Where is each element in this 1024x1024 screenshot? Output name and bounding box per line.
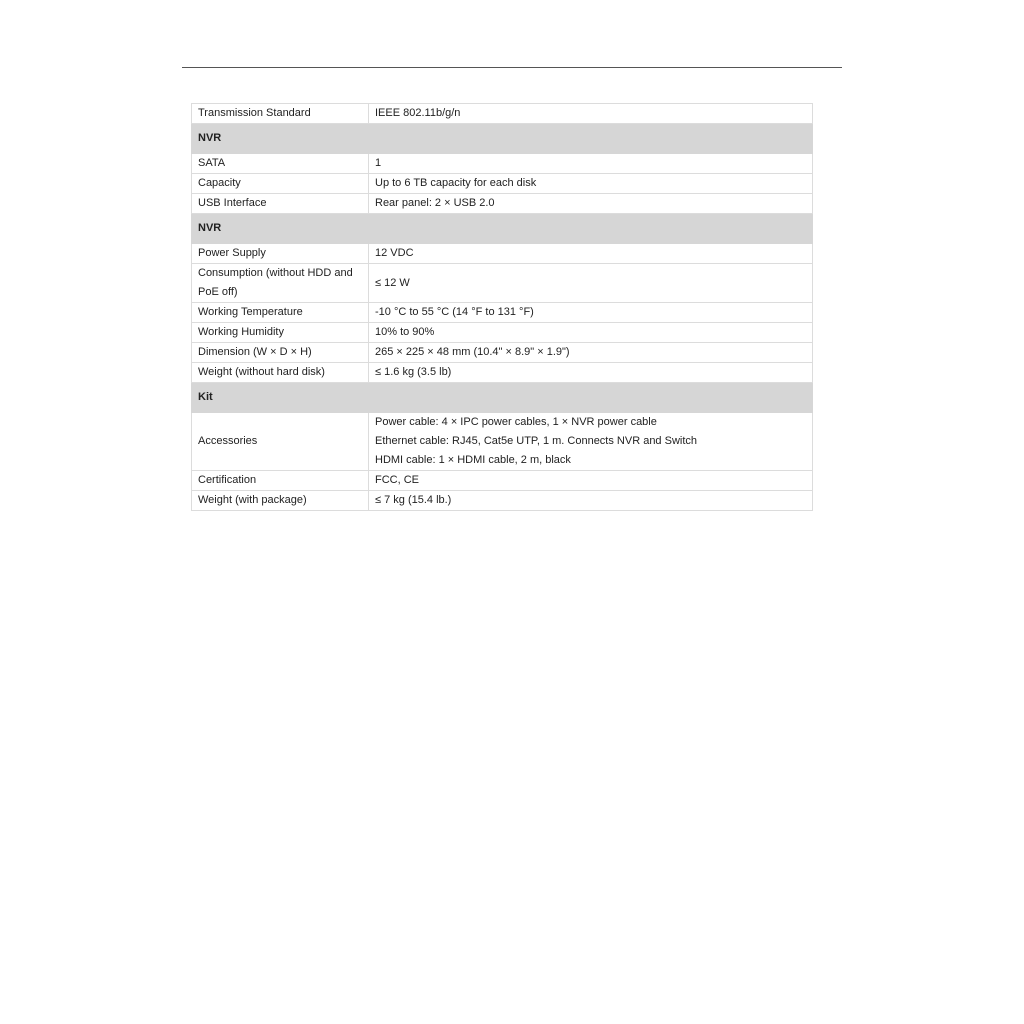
section-header: NVR	[192, 124, 813, 154]
spec-label: Working Humidity	[192, 323, 369, 343]
spec-table	[191, 103, 813, 511]
spec-label: SATA	[192, 154, 369, 174]
spec-value-line: Ethernet cable: RJ45, Cat5e UTP, 1 m. Connects NVR and Switch	[375, 435, 698, 447]
spec-value-line: 10% to 90%	[375, 326, 435, 338]
spec-value	[369, 174, 813, 194]
spec-value-line: 1	[375, 157, 382, 169]
spec-value	[369, 244, 813, 264]
spec-label: Consumption (without HDD and PoE off)	[192, 264, 369, 303]
section-header: NVR	[192, 214, 813, 244]
table-row	[192, 104, 813, 124]
spec-value	[369, 343, 813, 363]
table-row	[192, 343, 813, 363]
section-header-row	[192, 124, 813, 154]
spec-label: USB Interface	[192, 194, 369, 214]
spec-value	[369, 323, 813, 343]
spec-value	[369, 363, 813, 383]
spec-value-line: ≤ 12 W	[375, 276, 410, 289]
spec-label: Capacity	[192, 174, 369, 194]
table-row	[192, 491, 813, 511]
spec-value-line: 265 × 225 × 48 mm (10.4" × 8.9" × 1.9")	[375, 346, 570, 358]
spec-value	[369, 303, 813, 323]
spec-label: Accessories	[192, 413, 369, 471]
table-row	[192, 413, 813, 471]
table-row	[192, 471, 813, 491]
spec-label: Weight (with package)	[192, 491, 369, 511]
spec-value	[369, 194, 813, 214]
spec-value-line: ≤ 1.6 kg (3.5 lb)	[375, 366, 452, 378]
spec-value-line: Power cable: 4 × IPC power cables, 1 × NVR power cable	[375, 416, 657, 428]
spec-value	[369, 413, 813, 471]
spec-value-line: HDMI cable: 1 × HDMI cable, 2 m, black	[375, 454, 571, 466]
table-row	[192, 264, 813, 303]
table-row	[192, 194, 813, 214]
table-row	[192, 323, 813, 343]
spec-value-line: -10 °C to 55 °C (14 °F to 131 °F)	[375, 306, 534, 318]
spec-label: Power Supply	[192, 244, 369, 264]
spec-value-line: 12 VDC	[375, 247, 414, 259]
spec-label: Working Temperature	[192, 303, 369, 323]
spec-value-line: ≤ 7 kg (15.4 lb.)	[375, 494, 452, 506]
spec-value	[369, 264, 813, 303]
spec-value-line: FCC, CE	[375, 474, 419, 486]
spec-label: Dimension (W × D × H)	[192, 343, 369, 363]
spec-value	[369, 154, 813, 174]
spec-value-line: Up to 6 TB capacity for each disk	[375, 177, 537, 189]
table-row	[192, 363, 813, 383]
spec-value	[369, 471, 813, 491]
spec-label: Certification	[192, 471, 369, 491]
table-row	[192, 154, 813, 174]
spec-value-line: Rear panel: 2 × USB 2.0	[375, 197, 495, 209]
section-header-row	[192, 214, 813, 244]
spec-label: Weight (without hard disk)	[192, 363, 369, 383]
table-row	[192, 174, 813, 194]
spec-value	[369, 491, 813, 511]
spec-value-line: IEEE 802.11b/g/n	[375, 107, 461, 119]
spec-value	[369, 104, 813, 124]
header-rule	[182, 67, 842, 68]
spec-table-body	[192, 104, 813, 511]
spec-label: Transmission Standard	[192, 104, 369, 124]
section-header-row	[192, 383, 813, 413]
section-header: Kit	[192, 383, 813, 413]
table-row	[192, 244, 813, 264]
table-row	[192, 303, 813, 323]
